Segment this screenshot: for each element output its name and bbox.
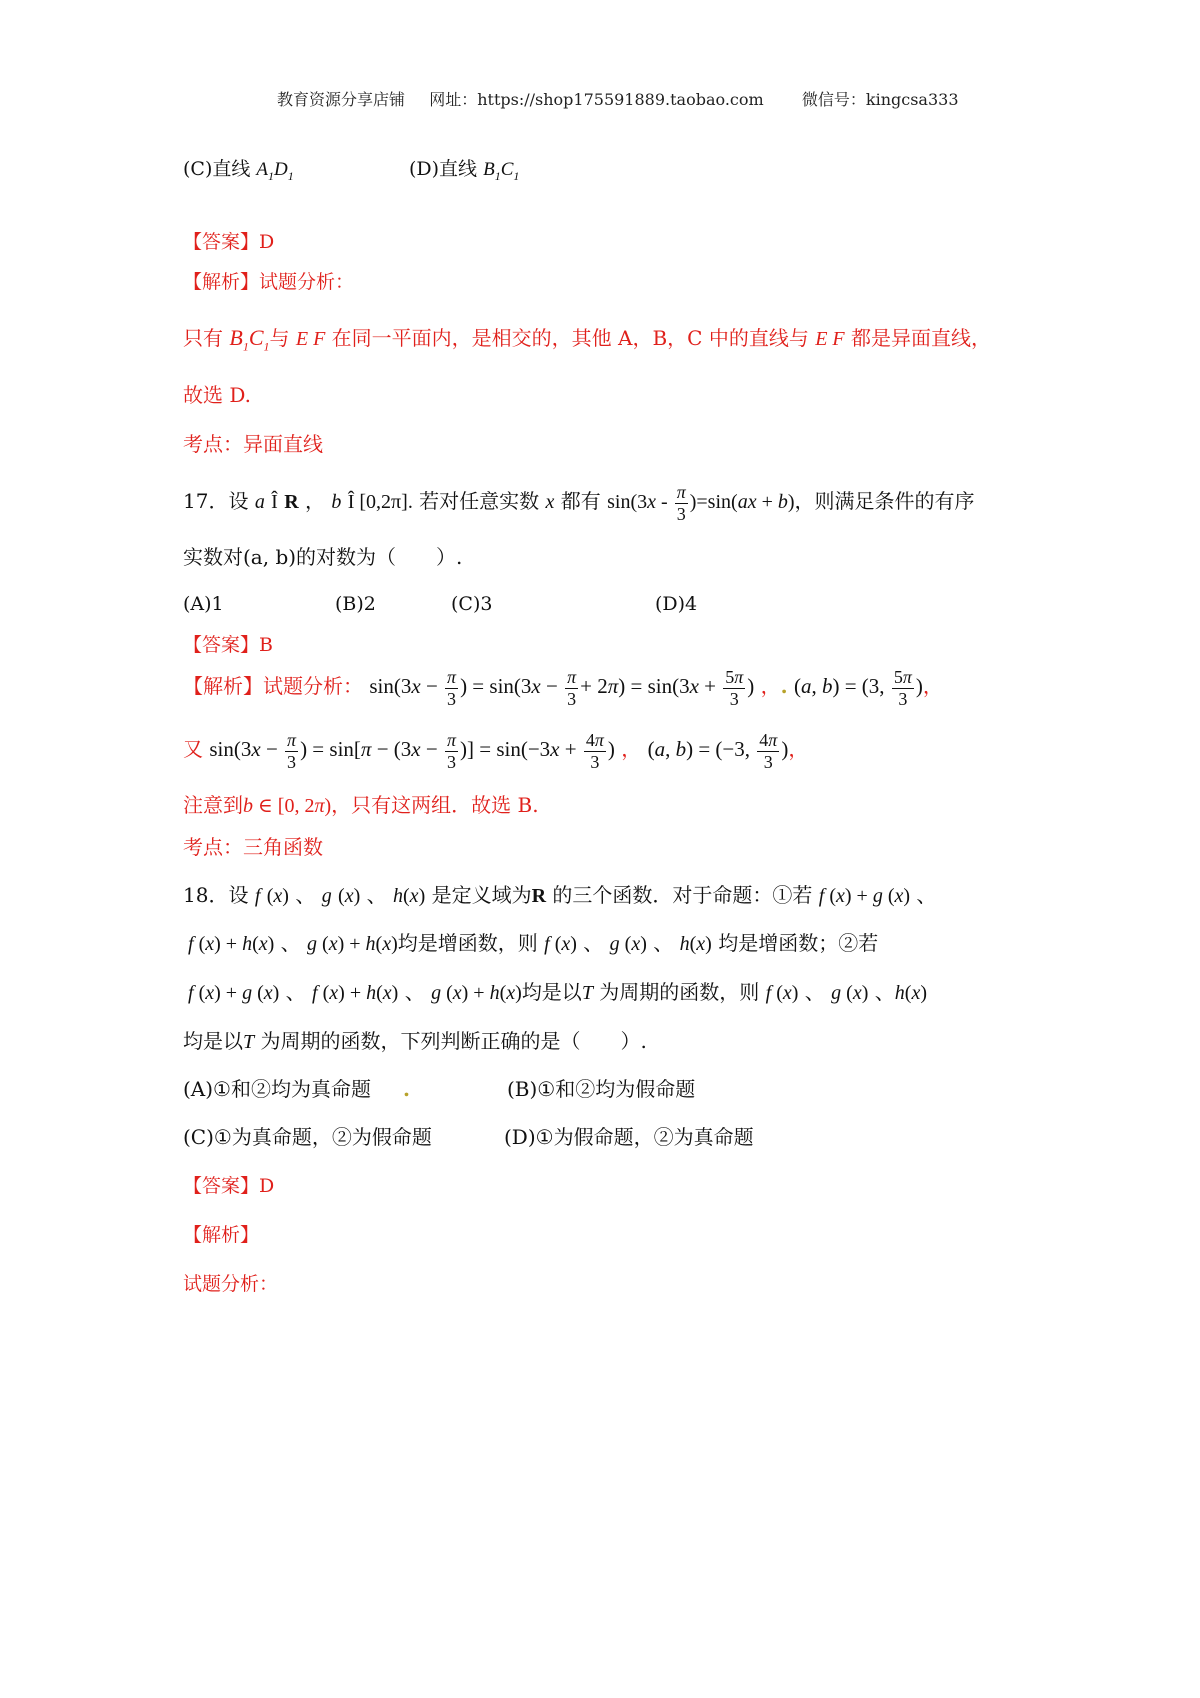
q17-note bbox=[183, 795, 539, 816]
q17-analysis-label: 【解析】试题分析： bbox=[183, 674, 363, 698]
q18-analysis-text: 试题分析： bbox=[183, 1273, 279, 1295]
q16-analysis-label: 【解析】试题分析： bbox=[183, 271, 355, 293]
q18-analysis-label: 【解析】 bbox=[183, 1224, 260, 1246]
q17-option-a: (A)1 bbox=[183, 593, 224, 615]
q17-note-suffix: ，只有这两组．故选 B. bbox=[331, 793, 539, 817]
q18-line4-a: 均是以 bbox=[183, 1029, 243, 1053]
q18-line2: f (x) + h(x) 、 g (x) + h(x)均是增函数，则 f (x) 、 g (x) 、 h(x) 均是增函数；②若 bbox=[188, 931, 879, 955]
q18-option-a: (A)①和②均为真命题 bbox=[183, 1077, 371, 1101]
q16-option-d-label: (D)直线 bbox=[409, 158, 478, 180]
q16-option-d-math: $B_1C_1$ bbox=[483, 159, 520, 183]
q17-derivation-1: sin(3x − $\frac{\pi}{3}$ ) = sin(3x − $\frac{\pi}{3}$ + 2π) = sin(3x + $\frac{5\pi}{3}$ ) bbox=[369, 667, 755, 709]
shop-name: 教育资源分享店铺 bbox=[277, 90, 406, 109]
q16-analysis-text bbox=[183, 327, 991, 352]
q18-line4: 均是以T 为周期的函数，下列判断正确的是（ ）. bbox=[183, 1029, 647, 1053]
q16-text-2: 在同一平面内，是相交的，其他 A，B，C 中的直线与 bbox=[331, 326, 809, 350]
q17-mark-1: . bbox=[780, 674, 788, 698]
q18-line3-mid: 均是以 bbox=[521, 980, 582, 1004]
q16-option-d bbox=[409, 160, 519, 182]
q16-answer: 【答案】D bbox=[183, 231, 275, 253]
q16-point: 考点：异面直线 bbox=[183, 432, 323, 456]
q17-pair-1: (a, b) = (3, $\frac{5\pi}{3}$ ) bbox=[793, 667, 923, 709]
q18-line4-b: 为周期的函数，下列判断正确的是（ ）. bbox=[260, 1029, 647, 1053]
q16-ef-1: E F bbox=[295, 328, 326, 350]
shop-url[interactable]: https://shop175591889.taobao.com bbox=[477, 90, 764, 109]
q17-analysis-line2: 又 sin(3x − $\frac{\pi}{3}$ ) = sin[π − (3x − $\frac{\pi}{3}$ )] = sin(−3x + $\frac{4\pi}{3}$ ) ， (a, b) = (−3, $\frac{4\pi}{3}$ )， bbox=[183, 730, 809, 772]
q18-line1: 18．设 f (x) 、 g (x) 、 h(x) 是定义域为R 的三个函数．对于命题：①若 f (x) + g (x) 、 bbox=[183, 883, 937, 907]
q17-point: 考点：三角函数 bbox=[183, 835, 323, 859]
url-label: 网址： bbox=[429, 90, 478, 109]
q18-number: 18．设 bbox=[183, 883, 249, 907]
q16-conclusion: 故选 D. bbox=[183, 383, 252, 407]
q18-line1-mid: 是定义域为 bbox=[431, 883, 532, 907]
q18-option-d: (D)①为假命题，②为真命题 bbox=[504, 1125, 754, 1149]
q16-text-prefix: 只有 bbox=[183, 326, 223, 350]
q17-stem-mid: 若对任意实数 bbox=[419, 488, 540, 513]
q17-b-range: b bbox=[331, 490, 342, 513]
q18-mark: . bbox=[403, 1077, 410, 1101]
wechat-id: kingcsa333 bbox=[865, 90, 959, 109]
q17-a-in-r: a bbox=[254, 490, 265, 513]
q16-option-c-label: (C)直线 bbox=[183, 158, 251, 180]
q17-number: 17．设 bbox=[183, 488, 249, 513]
q18-line2-end: 均是增函数；②若 bbox=[718, 931, 879, 955]
q18-answer: 【答案】D bbox=[183, 1175, 275, 1197]
q17-derivation-2: sin(3x − $\frac{\pi}{3}$ ) = sin[π − (3x − $\frac{\pi}{3}$ )] = sin(−3x + $\frac{4\pi}{3}$ ) bbox=[209, 730, 615, 772]
page-header bbox=[277, 92, 959, 108]
q17-option-c: (C)3 bbox=[451, 593, 493, 615]
q17-b-domain: b ∈ [0, 2π) bbox=[243, 795, 332, 817]
q17-stem-line1: 17．设 a Î R ， b Î [0,2π]. 若对任意实数 x 都有 sin(3x - $\frac{\pi}{3}$ )=sin(ax + b)，则满足条件的有序 bbox=[183, 482, 975, 524]
q17-analysis-line1: 【解析】试题分析： sin(3x − $\frac{\pi}{3}$ ) = sin(3x − $\frac{\pi}{3}$ + 2π) = sin(3x + $\frac{5\pi}{3}$ ) ，. (a, b) = (3, $\frac{5\pi}{3}$ )， bbox=[183, 667, 943, 709]
q17-stem-mid2: 都有 bbox=[560, 488, 601, 513]
q18-line3: f (x) + g (x) 、 f (x) + h(x) 、 g (x) + h(x)均是以T 为周期的函数，则 f (x) 、 g (x) 、h(x) bbox=[188, 980, 927, 1004]
q16-option-c-math: $A_1D_1$ bbox=[256, 159, 294, 183]
wechat-label: 微信号： bbox=[801, 90, 866, 109]
q17-equation: sin(3x - $\frac{\pi}{3}$ )=sin(ax + b) bbox=[607, 482, 795, 524]
q17-again: 又 bbox=[183, 737, 203, 761]
q18-line2-mid: 均是增函数，则 bbox=[397, 931, 538, 955]
q18-option-b: (B)①和②均为假命题 bbox=[507, 1077, 696, 1101]
q18-line1-end: 的三个函数．对于命题：①若 bbox=[552, 883, 813, 907]
q17-stem-end: ，则满足条件的有序 bbox=[794, 488, 975, 513]
q16-text-1: 与 bbox=[269, 326, 290, 350]
q16-option-c bbox=[183, 160, 294, 182]
q17-note-prefix: 注意到 bbox=[183, 793, 243, 817]
q18-line3-end: 为周期的函数，则 bbox=[599, 980, 760, 1004]
q17-stem-line2: 实数对(a, b)的对数为（ ）. bbox=[183, 545, 463, 569]
q17-option-b: (B)2 bbox=[335, 593, 376, 615]
q16-ef-2: E F bbox=[815, 328, 845, 350]
q18-option-c: (C)①为真命题，②为假命题 bbox=[183, 1125, 432, 1149]
q16-b1c1: $B_1C_1$ bbox=[229, 325, 270, 354]
q17-pair-2: (a, b) = (−3, $\frac{4\pi}{3}$ ) bbox=[647, 730, 789, 772]
q17-option-d: (D)4 bbox=[655, 593, 698, 615]
q17-answer: 【答案】B bbox=[183, 634, 273, 656]
q16-text-3: 都是异面直线， bbox=[850, 326, 991, 350]
